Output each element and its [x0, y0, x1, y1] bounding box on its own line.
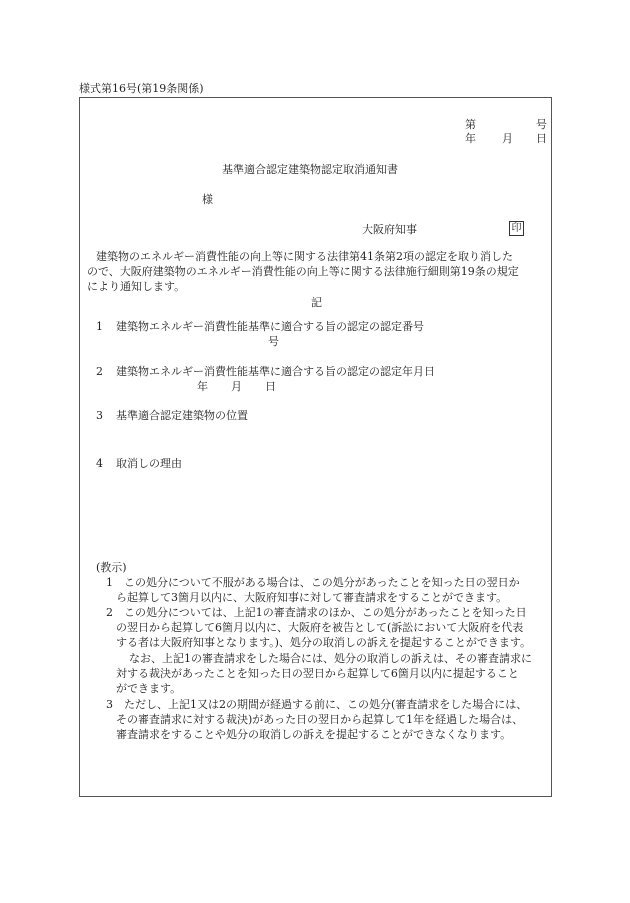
form-label: 様式第16号(第19条関係) — [79, 82, 204, 95]
notice-line: なお、上記1の審査請求をした場合には、処分の取消しの訴えは、その審査請求に — [129, 652, 532, 665]
notice-line: その審査請求に対する裁決)があった日の翌日から起算して1年を経過した場合は、 — [116, 713, 524, 726]
notice-line: 審査請求をすることや処分の取消しの訴えを提起することができなくなります。 — [116, 728, 512, 741]
notice-heading: (教示) — [96, 561, 127, 574]
issuer-name: 大阪府知事 — [362, 223, 417, 236]
number-label-prefix: 第 — [465, 118, 476, 131]
item-4-text: 取消しの理由 — [116, 457, 182, 470]
body-line-1: 建築物のエネルギー消費性能の向上等に関する法律第41条第2項の認定を取り消した — [96, 250, 513, 263]
item-2-month: 月 — [231, 380, 242, 393]
item-1-number: 1 — [96, 320, 103, 333]
notice-line: 1 この処分について不服がある場合は、この処分があったことを知った日の翌日か — [106, 576, 520, 589]
seal-mark: 印 — [509, 220, 524, 236]
notice-line: ら起算して3箇月以内に、大阪府知事に対して審査請求をすることができます。 — [116, 591, 508, 604]
item-4-number: 4 — [96, 457, 103, 470]
date-day-label: 日 — [536, 132, 547, 145]
item-1-text: 建築物エネルギー消費性能基準に適合する旨の認定の認定番号 — [116, 320, 424, 333]
document-title: 基準適合認定建築物認定取消通知書 — [222, 163, 398, 176]
notice-line: ができます。 — [116, 682, 182, 695]
notice-line: の翌日から起算して6箇月以内に、大阪府を被告として(訴訟において大阪府を代表 — [116, 621, 524, 634]
notice-line: 2 この処分については、上記1の審査請求のほか、この処分があったことを知った日 — [106, 606, 527, 619]
addressee-suffix: 様 — [202, 193, 213, 206]
notice-line: 対する裁決があったことを知った日の翌日から起算して6箇月以内に提起すること — [116, 667, 519, 680]
item-3-text: 基準適合認定建築物の位置 — [116, 409, 248, 422]
body-line-2: ので、大阪府建築物のエネルギー消費性能の向上等に関する法律施行細則第19条の規定 — [87, 265, 519, 278]
item-2-year: 年 — [197, 380, 208, 393]
item-1-sub: 号 — [268, 335, 279, 348]
body-line-3: により通知します。 — [87, 280, 186, 293]
ki-marker: 記 — [311, 296, 322, 309]
notice-line: する者は大阪府知事となります。)、処分の取消しの訴えを提起することができます。 — [116, 636, 532, 649]
date-month-label: 月 — [502, 132, 513, 145]
item-2-day: 日 — [265, 380, 276, 393]
item-2-text: 建築物エネルギー消費性能基準に適合する旨の認定の認定年月日 — [116, 365, 435, 378]
date-year-label: 年 — [465, 132, 476, 145]
notice-line: 3 ただし、上記1又は2の期間が経過する前に、この処分(審査請求をした場合には、 — [106, 698, 528, 711]
item-3-number: 3 — [96, 409, 103, 422]
item-2-number: 2 — [96, 365, 103, 378]
number-label-suffix: 号 — [536, 118, 547, 131]
